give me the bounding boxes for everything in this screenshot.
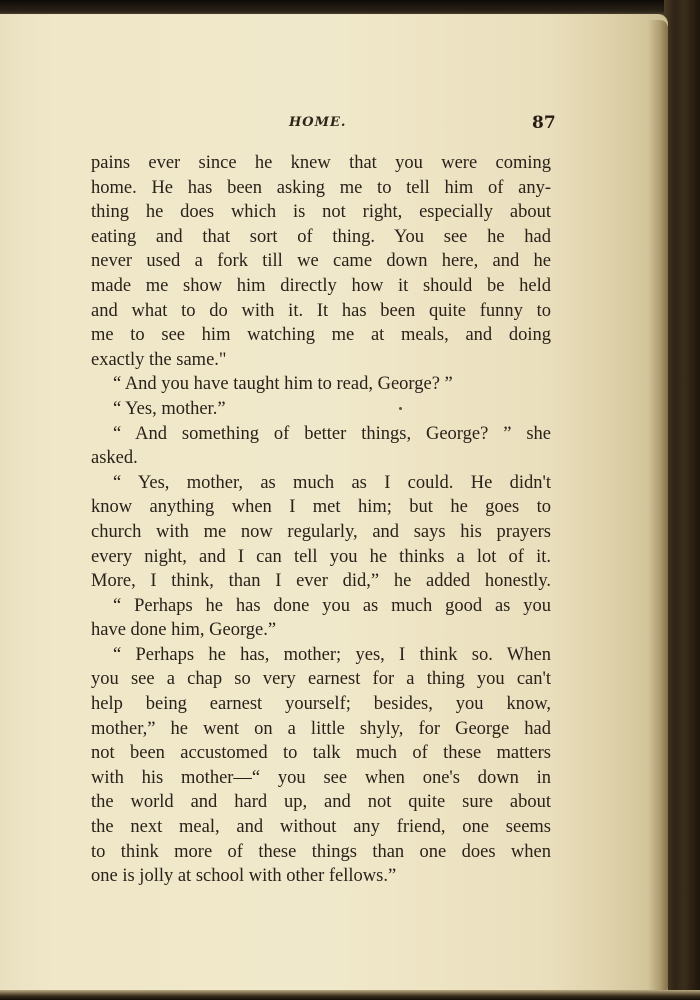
text-line: asked. (91, 448, 138, 469)
text-line: “ Perhaps he has, mother; yes, I think so. When (113, 644, 551, 665)
text-line: to think more of these things than one does when (91, 841, 551, 862)
text-line: with his mother—“ you see when one's down in (91, 767, 551, 788)
text-line: “ And something of better things, George? ” she (113, 423, 551, 444)
text-line: the next meal, and without any friend, one seems (91, 817, 551, 838)
text-line: “ And you have taught him to read, George? ” (113, 374, 453, 395)
text-line: every night, and I can tell you he thinks a lot of it. (91, 546, 551, 567)
text-line: thing he does which is not right, especially about (91, 202, 551, 223)
book-page (0, 14, 668, 998)
text-line: have done him, George.” (91, 620, 277, 641)
text-line: More, I think, than I ever did,” he added honestly. (91, 571, 551, 592)
text-line: never used a fork till we came down here, and he (91, 251, 551, 272)
text-line: home. He has been asking me to tell him of any- (91, 177, 551, 198)
text-line: mother,” he went on a little shyly, for George had (91, 718, 551, 739)
text-line: know anything when I met him; but he goes to (91, 497, 551, 518)
text-line: me to see him watching me at meals, and doing (91, 325, 551, 346)
text-line: eating and that sort of thing. You see he had (91, 226, 551, 247)
text-line: made me show him directly how it should be held (91, 275, 551, 296)
text-line: pains ever since he knew that you were coming (91, 153, 551, 173)
text-line: “ Yes, mother.” (113, 398, 226, 419)
text-line: help being earnest yourself; besides, you know, (91, 694, 551, 715)
body-text (91, 151, 551, 889)
text-line: you see a chap so very earnest for a thing you can't (91, 669, 551, 690)
scan-bottom-edge (0, 990, 700, 1000)
text-line: exactly the same." (91, 349, 227, 370)
text-line: the world and hard up, and not quite sure about (91, 792, 551, 813)
page-number: 87 (532, 113, 556, 133)
running-head (0, 115, 668, 137)
text-line: “ Yes, mother, as much as I could. He didn't (113, 472, 551, 493)
text-line: “ Perhaps he has done you as much good as you (113, 595, 551, 616)
page-fold-shadow (648, 20, 668, 995)
running-head-title: HOME. (289, 115, 347, 130)
text-line: church with me now regularly, and says his prayers (91, 521, 551, 542)
text-line: and what to do with it. It has been quite funny to (91, 300, 551, 321)
text-line: not been accustomed to talk much of these matters (91, 743, 551, 764)
ink-speck (399, 407, 402, 410)
book-cover-edge (664, 0, 700, 1000)
text-line: one is jolly at school with other fellows.” (91, 866, 397, 887)
